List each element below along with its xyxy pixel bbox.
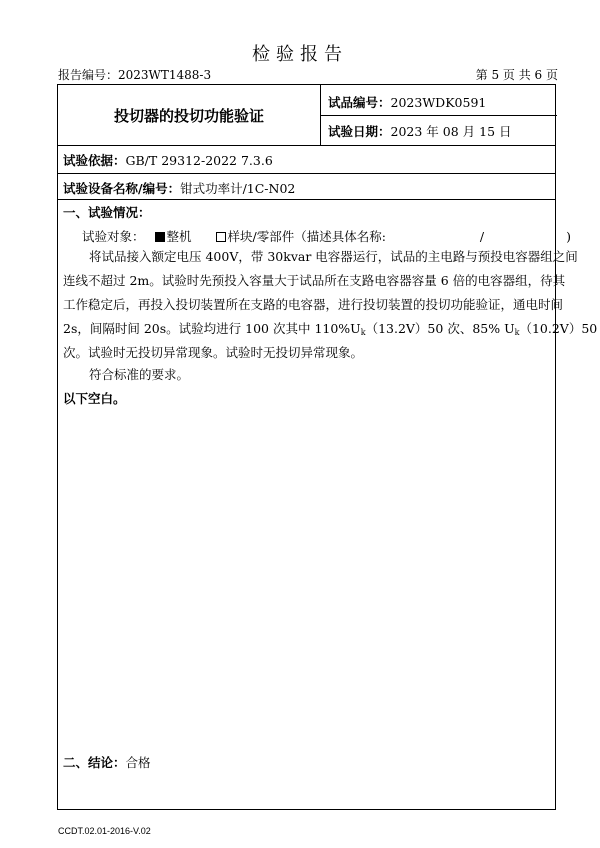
line4-head: 2s，间隔时间 20s。试验均进行 100 次其中 110%U	[63, 321, 361, 336]
line4-tail: （10.2V）50	[519, 321, 598, 336]
uk-subscript-2: k	[514, 328, 520, 337]
test-equipment-label: 试验设备名称/编号：	[63, 181, 181, 196]
report-table	[57, 84, 598, 810]
row-line-3	[58, 199, 555, 200]
test-equipment-value: 钳式功率计/1C-N02	[180, 181, 296, 196]
test-object-row	[82, 227, 571, 245]
sample-number-label: 试品编号：	[328, 95, 391, 110]
test-basis-value: GB/T 29312-2022 7.3.6	[125, 153, 273, 168]
report-number	[58, 66, 211, 83]
sample-number	[328, 93, 486, 111]
header-mid-line	[320, 115, 557, 116]
sample-part-close: )	[566, 229, 572, 244]
conclusion	[63, 753, 151, 771]
test-basis	[63, 151, 273, 169]
report-number-value: 2023WT1488-3	[118, 68, 212, 82]
description-line-4	[63, 317, 598, 341]
report-number-label: 报告编号：	[58, 68, 119, 82]
test-equipment	[63, 179, 295, 197]
row-line-1	[58, 145, 555, 146]
section1-heading: 一、试验情况：	[63, 205, 151, 220]
uk-subscript-1: k	[360, 328, 366, 337]
sample-part-value: /	[479, 229, 485, 244]
line4-mid: （13.2V）50 次、85% U	[365, 321, 515, 336]
blank-note: 以下空白。	[63, 391, 126, 406]
main-title: 投切器的投切功能验证	[113, 106, 264, 125]
conclusion-label: 二、结论：	[63, 755, 126, 770]
description-line-5: 次。试验时无投切异常现象。试验时无投切异常现象。	[63, 345, 364, 360]
test-date	[328, 122, 512, 140]
conclusion-value: 合格	[125, 755, 151, 770]
conformity-statement: 符合标准的要求。	[89, 367, 190, 382]
whole-machine-label: 整机	[166, 229, 192, 244]
test-object-label: 试验对象：	[82, 229, 145, 244]
test-description	[63, 245, 598, 365]
sample-part-checkbox	[216, 232, 226, 242]
description-line-3: 工作稳定后，再投入投切装置所在支路的电容器，进行投切装置的投切功能验证，通电时间	[63, 297, 564, 312]
test-date-value: 2023 年 08 月 15 日	[390, 124, 512, 139]
row-line-2	[58, 173, 555, 174]
sample-part-label: 样块/零部件（描述具体名称:	[227, 229, 386, 244]
description-line-2: 连线不超过 2m。试验时先预投入容量大于试品所在支路电容器容量 6 倍的电容器组，待其	[63, 273, 566, 288]
description-line-1: 将试品接入额定电压 400V，带 30kvar 电容器运行，试品的主电路与预投电容器组之间	[89, 249, 578, 264]
page-info: 第 5 页 共 6 页	[475, 68, 558, 82]
report-title: 检验报告	[252, 44, 348, 65]
sample-number-value: 2023WDK0591	[390, 95, 487, 110]
document-code: CCDT.02.01-2016-V.02	[58, 826, 151, 836]
test-basis-label: 试验依据：	[63, 153, 126, 168]
test-date-label: 试验日期：	[328, 124, 391, 139]
whole-machine-checkbox	[155, 232, 165, 242]
